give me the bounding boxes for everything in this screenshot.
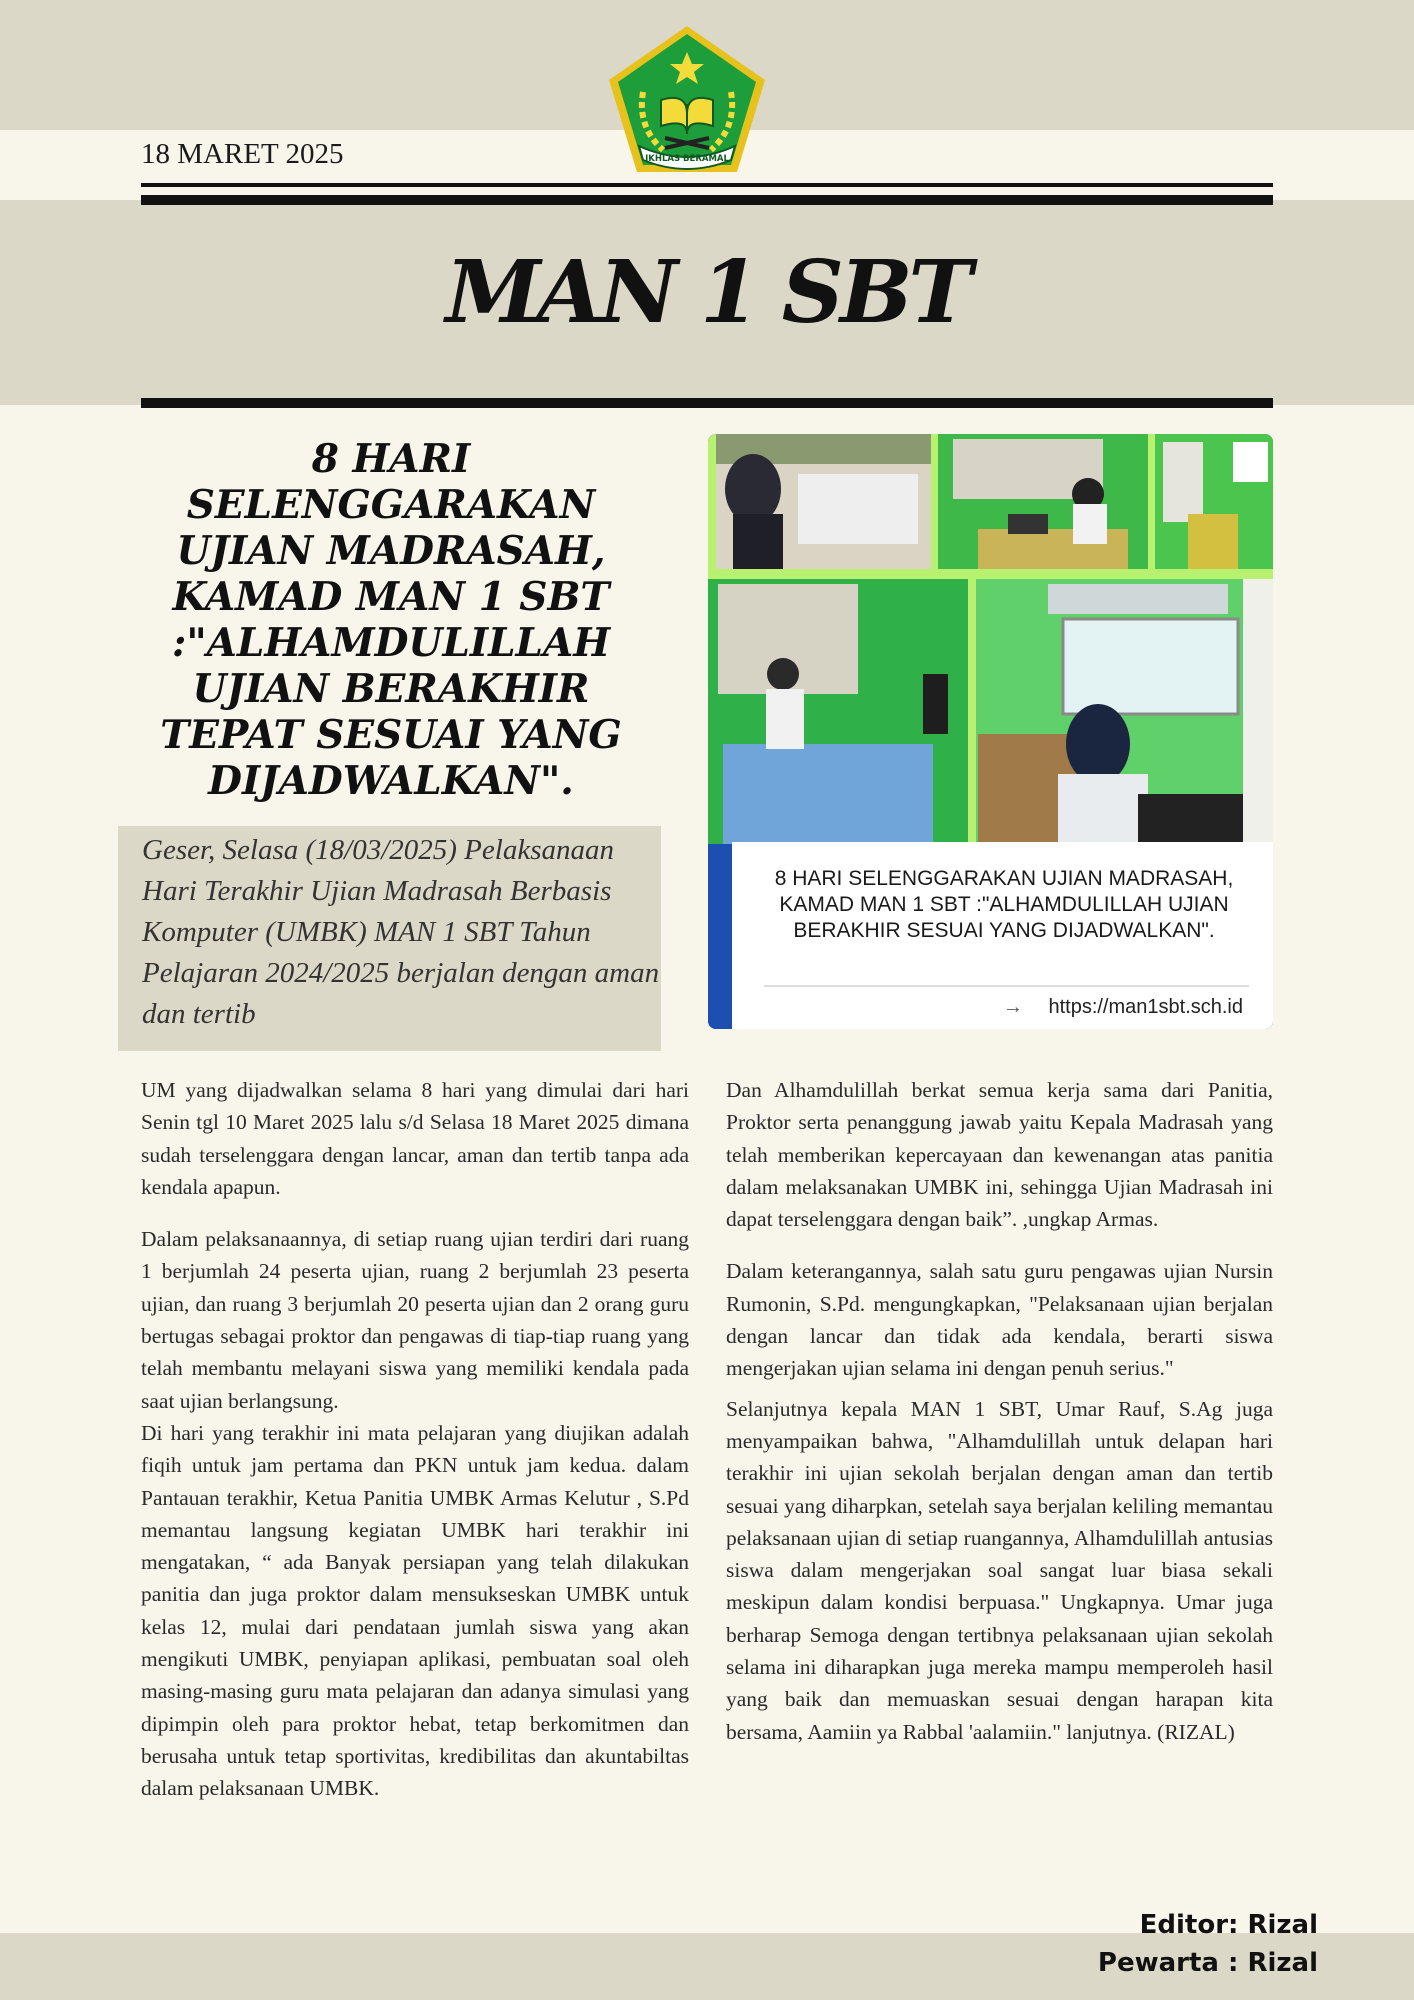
article-lead: Geser, Selasa (18/03/2025) Pelaksanaan Hari Terakhir Ujian Madrasah Berbasis Komputer (UMBK) MAN 1 SBT Tahun Pelajaran 2024/2025 berjalan dengan aman dan tertib [142, 834, 660, 1030]
body-paragraph: Di hari yang terakhir ini mata pelajaran yang diujikan adalah fiqih untuk jam pertama dan PKN untuk jam kedua. dalam Pantauan terakhir, Ketua Panitia UMBK Armas Kelutur , S.Pd memantau langsung kegiatan UMBK hari terakhir ini mengatakan, “ ada Banyak persiapan yang telah dilakukan panitia dan juga proktor dalam mensukseskan UMBK untuk kelas 12, mulai dari pendataan jumlah siswa yang akan mengikuti UMBK, penyiapan aplikasi, pembuatan soal oleh masing-masing guru mata pelajaran dan adanya simulasi yang dipimpin oleh para proktor hebat, tetap berkomitmen dan berusaha untuk tetap sportivitas, kredibilitas dan akuntabiltas dalam pelaksanaan UMBK. [141, 1420, 689, 1801]
photo-caption-link[interactable] [1003, 996, 1243, 1019]
article-body-left [141, 1074, 689, 1805]
divider-thin [141, 183, 1273, 187]
masthead-title: MAN 1 SBT [445, 242, 969, 343]
article-body-right [726, 1074, 1273, 1748]
body-paragraph: UM yang dijadwalkan selama 8 hari yang dimulai dari hari Senin tgl 10 Maret 2025 lalu s/d Selasa 18 Maret 2025 dimana sudah terselenggara dengan lancar, aman dan tertib tanpa ada kendala apapun. [141, 1078, 689, 1199]
issue-date: 18 MARET 2025 [141, 138, 344, 170]
body-paragraph: Dan Alhamdulillah berkat semua kerja sama dari Panitia, Proktor serta penanggung jawab yaitu Kepala Madrasah yang telah memberikan kepercayaan dan kewenangan atas panitia dalam melaksanakan UMBK ini, sehingga Ujian Madrasah ini dapat terselenggara dengan baik”. ,ungkap Armas. [726, 1078, 1273, 1232]
logo-ribbon-text: IKHLAS BERAMAL [645, 154, 729, 164]
photo-caption-divider [764, 985, 1249, 987]
divider-thick-lower [141, 398, 1273, 408]
photo-caption-url-text: https://man1sbt.sch.id [1048, 996, 1243, 1018]
photo-caption-text: 8 HARI SELENGGARAKAN UJIAN MADRASAH, KAMAD MAN 1 SBT :"ALHAMDULILLAH UJIAN BERAKHIR SESUAI YANG DIJADWALKAN". [774, 867, 1234, 942]
kemenag-logo [603, 22, 771, 177]
body-paragraph: Dalam keterangannya, salah satu guru pengawas ujian Nursin Rumonin, S.Pd. mengungkapkan, "Pelaksanaan ujian berjalan dengan lancar dan tidak ada kendala, berarti siswa mengerjakan ujian selama ini dengan penuh serius." [726, 1259, 1273, 1381]
divider-thick [141, 195, 1273, 205]
arrow-right-icon: → [1002, 996, 1023, 1018]
body-paragraph: Dalam pelaksanaannya, di setiap ruang ujian terdiri dari ruang 1 berjumlah 24 peserta ujian, ruang 2 berjumlah 23 peserta ujian, dan ruang 3 berjumlah 20 peserta ujian dan 2 orang guru bertugas sebagai proktor dan pengawas di tiap-tiap ruang yang telah membantu melayani siswa yang memiliki kendala pada saat ujian berlangsung. [141, 1227, 689, 1413]
pewarta-credit: Pewarta : Rizal [1097, 1948, 1318, 1978]
photo-caption-card [732, 842, 1273, 1029]
article-headline: 8 HARI SELENGGARAKAN UJIAN MADRASAH, KAMAD MAN 1 SBT :"ALHAMDULILLAH UJIAN BERAKHIR TEPAT SESUAI YANG DIJADWALKAN". [160, 436, 622, 804]
body-paragraph: Selanjutnya kepala MAN 1 SBT, Umar Rauf, S.Ag juga menyampaikan bahwa, "Alhamdulillah untuk delapan hari terakhir ini ujian sekolah berjalan dengan aman dan tertib sesuai yang diharpkan, setelah saya berjalan keliling memantau pelaksanaan ujian di setiap ruangannya, Alhamdulillah antusias siswa dalam mengerjakan soal sangat luar biasa sekali meskipun dalam kondisi berpuasa." Ungkapnya. Umar juga berharap Semoga dengan tertibnya pelaksanaan ujian sekolah selama ini diharapkan juga mereka mampu memperoleh hasil yang baik dan memuaskan sesuai dengan harapan kita bersama, Aamiin ya Rabbal 'aalamiin." lanjutnya. (RIZAL) [726, 1396, 1273, 1744]
editor-credit: Editor: Rizal [1139, 1910, 1318, 1940]
credits [1098, 1906, 1318, 1982]
